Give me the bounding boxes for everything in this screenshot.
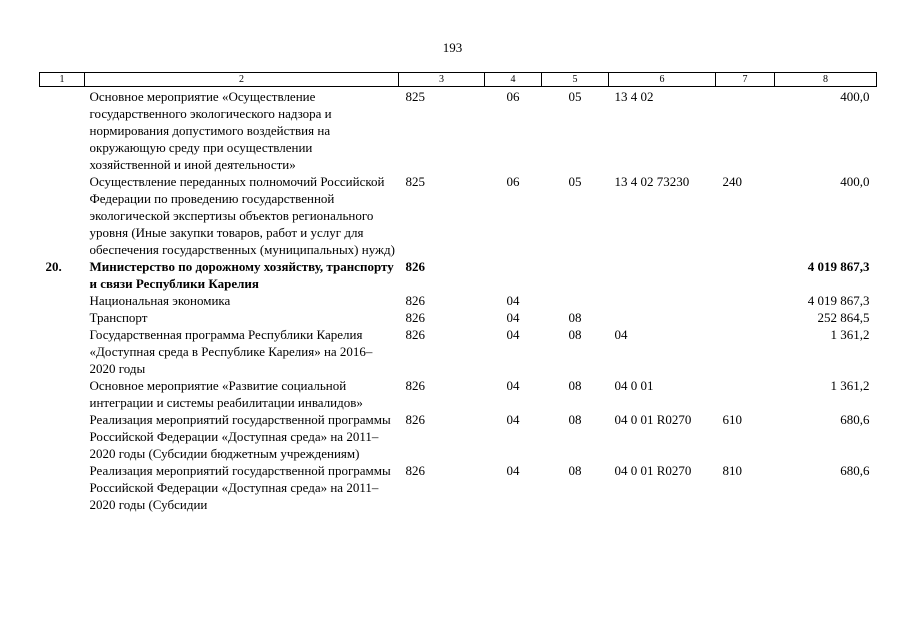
section-code xyxy=(485,258,542,292)
amount: 400,0 xyxy=(840,174,870,189)
table-header xyxy=(40,73,877,87)
expense-type-code xyxy=(716,258,775,292)
expense-type-code xyxy=(716,309,775,326)
expense-type-code xyxy=(716,292,775,309)
section-code: 04 xyxy=(506,293,520,308)
target-article-code xyxy=(609,258,716,292)
expense-type-code: 810 xyxy=(722,463,742,478)
ministry-code: 825 xyxy=(405,89,425,104)
row-number xyxy=(40,411,85,462)
expense-type-code xyxy=(716,377,775,411)
row-number xyxy=(40,462,85,513)
column-header-3: 3 xyxy=(399,73,485,87)
subsection-code: 05 xyxy=(568,89,582,104)
target-article-code: 04 xyxy=(614,327,628,342)
column-header-5: 5 xyxy=(542,73,609,87)
subsection-code: 05 xyxy=(568,174,582,189)
row-number xyxy=(40,292,85,309)
ministry-code: 826 xyxy=(405,327,425,342)
section-code: 04 xyxy=(506,378,520,393)
ministry-code: 826 xyxy=(405,463,425,478)
target-article-code: 13 4 02 xyxy=(614,89,654,104)
subsection-code: 08 xyxy=(568,412,582,427)
column-header-2: 2 xyxy=(85,73,399,87)
row-name: Реализация мероприятий государственной программы Российской Федерации «Доступная среда» на 2011–2020 годы (Субсидии бюджетным учреждениям) xyxy=(89,412,391,461)
amount: 1 361,2 xyxy=(830,378,870,393)
row-name: Осуществление переданных полномочий Российской Федерации по проведению государственной экологической экспертизы объектов регионального уровня (Иные закупки товаров, работ и услуг для обеспечения государственных (муниципальных) нужд) xyxy=(89,174,395,257)
target-article-code: 04 0 01 R0270 xyxy=(614,412,692,427)
subsection-code: 08 xyxy=(568,327,582,342)
amount: 680,6 xyxy=(840,463,870,478)
expense-type-code xyxy=(716,87,775,174)
row-number xyxy=(40,377,85,411)
row-name: Транспорт xyxy=(89,310,148,325)
row-number: 20. xyxy=(45,259,62,274)
page-number: 193 xyxy=(442,40,463,55)
row-name: Министерство по дорожному хозяйству, транспорту и связи Республики Карелия xyxy=(89,259,394,291)
section-code: 06 xyxy=(506,174,520,189)
ministry-code: 826 xyxy=(405,412,425,427)
table-row xyxy=(40,292,877,309)
subsection-code: 08 xyxy=(568,310,582,325)
budget-table xyxy=(39,72,877,513)
section-code: 04 xyxy=(506,463,520,478)
amount: 400,0 xyxy=(840,89,870,104)
subsection-code: 08 xyxy=(568,463,582,478)
row-number xyxy=(40,87,85,174)
ministry-code: 826 xyxy=(405,378,425,393)
table-row xyxy=(40,326,877,377)
row-name: Основное мероприятие «Осуществление государственного экологического надзора и нормирования допустимого воздействия на окружающую среду при осуществлении хозяйственной и иной деятельности» xyxy=(89,89,332,172)
header-row xyxy=(40,73,877,87)
row-name: Основное мероприятие «Развитие социальной интеграции и системы реабилитации инвалидов» xyxy=(89,378,363,410)
table-row xyxy=(40,309,877,326)
column-header-1: 1 xyxy=(40,73,85,87)
ministry-code: 826 xyxy=(405,310,425,325)
section-code: 04 xyxy=(506,412,520,427)
target-article-code: 13 4 02 73230 xyxy=(614,174,690,189)
ministry-code: 826 xyxy=(405,293,425,308)
subsection-code: 08 xyxy=(568,378,582,393)
subsection-code xyxy=(542,258,609,292)
amount: 680,6 xyxy=(840,412,870,427)
section-code: 06 xyxy=(506,89,520,104)
column-header-6: 6 xyxy=(609,73,716,87)
column-header-8: 8 xyxy=(775,73,877,87)
row-number xyxy=(40,309,85,326)
row-number xyxy=(40,173,85,258)
table-row xyxy=(40,173,877,258)
table-row xyxy=(40,258,877,292)
section-code: 04 xyxy=(506,327,520,342)
table-body xyxy=(40,87,877,514)
column-header-7: 7 xyxy=(716,73,775,87)
row-number xyxy=(40,326,85,377)
column-header-4: 4 xyxy=(485,73,542,87)
table-row xyxy=(40,411,877,462)
amount: 252 864,5 xyxy=(817,310,870,325)
expense-type-code: 610 xyxy=(722,412,742,427)
amount: 1 361,2 xyxy=(830,327,870,342)
section-code: 04 xyxy=(506,310,520,325)
expense-type-code xyxy=(716,326,775,377)
target-article-code xyxy=(609,292,716,309)
row-name: Реализация мероприятий государственной программы Российской Федерации «Доступная среда» на 2011–2020 годы (Субсидии xyxy=(89,463,391,512)
expense-type-code: 240 xyxy=(722,174,742,189)
row-name: Национальная экономика xyxy=(89,293,231,308)
target-article-code: 04 0 01 xyxy=(614,378,654,393)
row-name: Государственная программа Республики Карелия «Доступная среда в Республике Карелия» на 2016–2020 годы xyxy=(89,327,373,376)
amount: 4 019 867,3 xyxy=(807,293,870,308)
subsection-code xyxy=(542,292,609,309)
table-row xyxy=(40,377,877,411)
ministry-code: 825 xyxy=(405,174,425,189)
table-row xyxy=(40,462,877,513)
table-row xyxy=(40,87,877,174)
amount: 4 019 867,3 xyxy=(807,259,870,274)
target-article-code: 04 0 01 R0270 xyxy=(614,463,692,478)
target-article-code xyxy=(609,309,716,326)
ministry-code: 826 xyxy=(405,259,425,274)
